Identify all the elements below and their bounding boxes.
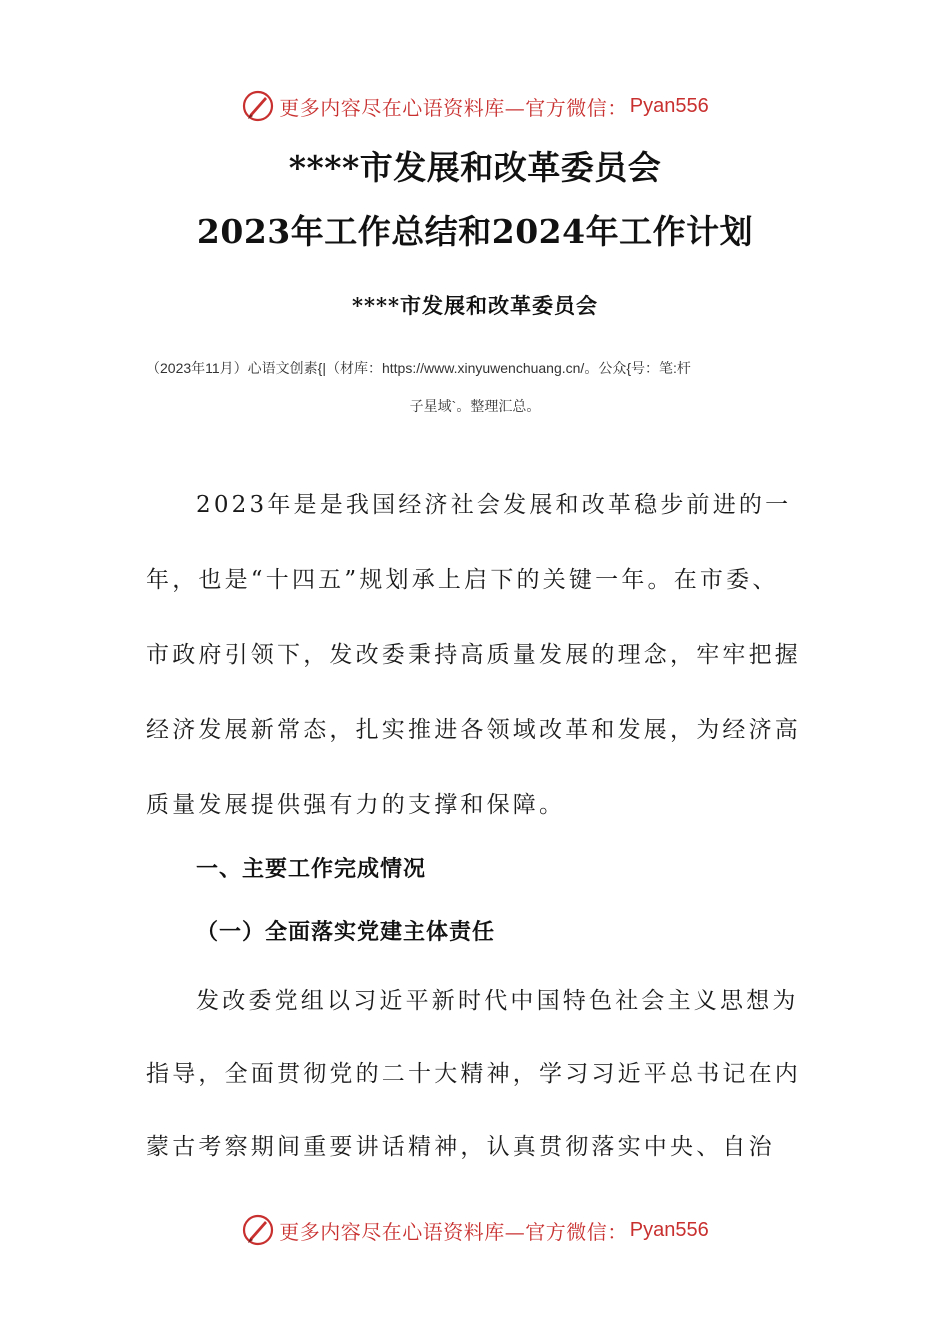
body-paragraph-line: 发改委党组以习近平新时代中国特色社会主义思想为	[196, 988, 799, 1014]
body-paragraph-line: 蒙古考察期间重要讲话精神，认真贯彻落实中央、自治	[146, 1134, 775, 1160]
intro-paragraph-line: 经济发展新常态，扎实推进各领域改革和发展，为经济高	[146, 717, 801, 743]
subsection-heading: （一）全面落实党建主体责任	[196, 919, 496, 945]
document-title-line-1: ****市发展和改革委员会	[288, 148, 662, 187]
section-heading: 一、主要工作完成情况	[196, 856, 427, 882]
intro-paragraph-line: 市政府引领下，发改委秉持高质量发展的理念，牢牢把握	[146, 642, 801, 668]
watermark-text: 更多内容尽在心语资料库—官方微信：	[279, 1219, 628, 1244]
intro-paragraph-line: 2023年是是我国经济社会发展和改革稳步前进的一	[196, 492, 792, 518]
watermark-text: 更多内容尽在心语资料库—官方微信：	[279, 95, 628, 120]
document-title-line-2: 2023年工作总结和2024年工作计划	[196, 212, 754, 251]
watermark-wechat-id: Pyan556	[629, 94, 709, 117]
quill-logo-icon	[241, 89, 275, 123]
intro-paragraph-line: 质量发展提供强有力的支撑和保障。	[146, 792, 566, 818]
source-note-line-1: （2023年11月）心语文创素{|（材库：https://www.xinyuwenchuang.cn/。公众{号：笔:杆	[146, 360, 691, 376]
quill-logo-icon	[241, 1213, 275, 1247]
document-author-org: ****市发展和改革委员会	[352, 293, 598, 318]
intro-paragraph-line: 年，也是“十四五”规划承上启下的关键一年。在市委、	[146, 567, 779, 593]
body-paragraph-line: 指导，全面贯彻党的二十大精神，学习习近平总书记在内	[146, 1061, 801, 1087]
watermark-banner-bottom	[0, 1210, 950, 1250]
source-note-line-2: 子星域`。整理汇总。	[409, 398, 541, 414]
watermark-banner-top	[0, 86, 950, 126]
watermark-wechat-id: Pyan556	[629, 1218, 709, 1241]
